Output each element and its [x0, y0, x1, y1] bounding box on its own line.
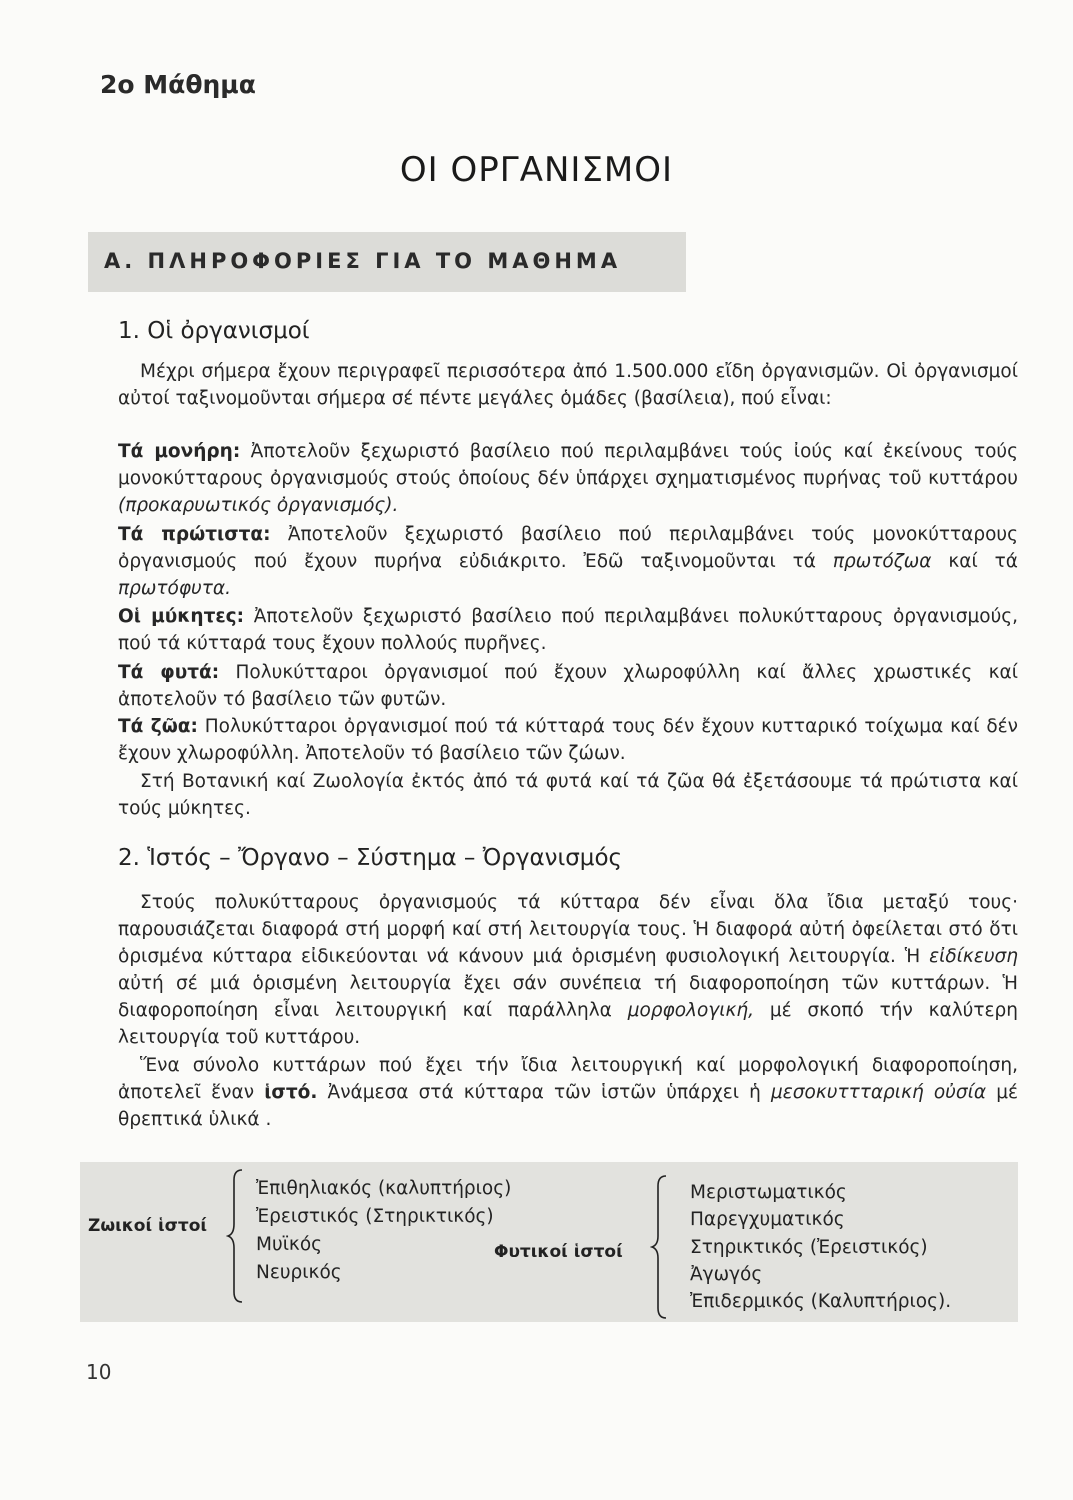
tissue-table: [80, 1162, 1018, 1322]
page-number: 10: [86, 1360, 112, 1384]
animal-tissue-item: Ἐρειστικός (Στηρικτικός): [256, 1206, 494, 1227]
plant-tissue-item: Ἀγωγός: [690, 1264, 763, 1285]
paragraph-protista: Τά πρώτιστα: Ἀποτελοῦν ξεχωριστό βασίλειο πού περιλαμβάνει τούς μονοκύτταρους ὀργανισμούς πού ἔχουν πυρήνα εὐδιάκριτο. Ἐδῶ ταξινομοῦνται τά πρωτόζωα καί τά πρωτόφυτα.: [118, 524, 1018, 599]
paragraph-intro: Μέχρι σήμερα ἔχουν περιγραφεῖ περισσότερα ἀπό 1.500.000 εἴδη ὀργανισμῶν. Οἱ ὀργανισμοί αὐτοί ταξινομοῦνται σήμερα σέ πέντε μεγάλες ὁμάδες (βασίλεια), πού εἶναι:: [118, 361, 1018, 409]
term-animals: Τά ζῶα:: [118, 716, 198, 737]
plant-tissue-item: Στηρικτικός (Ἐρειστικός): [690, 1237, 928, 1258]
paragraph-monera: Τά μονήρη: Ἀποτελοῦν ξεχωριστό βασίλειο πού περιλαμβάνει τούς ἰούς καί ἐκείνους τούς μονοκύτταρους ὀργανισμούς στούς ὁποίους δέν ὑπάρχει σχηματισμένος πυρήνας τοῦ κυττάρου (προκαρυωτικός ὀργανισμός).: [118, 441, 1018, 516]
paragraph-fungi: Οἱ μύκητες: Ἀποτελοῦν ξεχωριστό βασίλειο πού περιλαμβάνει πολυκύτταρους ὀργανισμούς, πού τά κύτταρά τους ἔχουν πολλούς πυρῆνες.: [118, 606, 1019, 654]
term-protista: Τά πρώτιστα:: [118, 524, 271, 545]
subsection-heading-tissue: 2. Ἱστός – Ὄργανο – Σύστημα – Ὀργανισμός: [118, 845, 623, 871]
animal-tissues-label: Ζωικοί ἱστοί: [88, 1216, 208, 1236]
paragraph-animals: Τά ζῶα: Πολυκύτταροι ὀργανισμοί πού τά κύτταρά τους δέν ἔχουν κυτταρικό τοίχωμα καί δέν ἔχουν χλωροφύλλη. Ἀποτελοῦν τό βασίλειο τῶν ζώων.: [118, 716, 1018, 764]
animal-tissue-item: Νευρικός: [256, 1262, 342, 1283]
paragraph-closing: Στή Βοτανική καί Ζωολογία ἐκτός ἀπό τά φυτά καί τά ζῶα θά ἐξετάσουμε τά πρώτιστα καί τούς μύκητες.: [118, 771, 1018, 819]
plant-tissue-item: Μεριστωματικός: [690, 1182, 847, 1203]
animal-brace-icon: [226, 1168, 248, 1304]
term-fungi: Οἱ μύκητες:: [118, 606, 245, 627]
plant-tissue-item: Ἐπιδερμικός (Καλυπτήριος).: [690, 1291, 952, 1312]
plant-tissue-item: Παρεγχυματικός: [690, 1209, 845, 1230]
term-plants: Τά φυτά:: [118, 662, 220, 683]
term-monera: Τά μονήρη:: [118, 441, 241, 462]
page-title: ΟΙ ΟΡΓΑΝΙΣΜΟΙ: [399, 150, 674, 190]
paragraph-differentiation: Στούς πολυκύτταρους ὀργανισμούς τά κύτταρα δέν εἶναι ὅλα ἴδια μεταξύ τους· παρουσιάζεται διαφορά στή μορφή καί στή λειτουργία τους. Ἡ διαφορά αὐτή ὀφείλεται στό ὅτι ὁρισμένα κύτταρα εἰδικεύονται νά κάνουν μιά ὁρισμένη φυσιολογική λειτουργία. Ἡ εἰδίκευση αὐτή σέ μιά ὁρισμένη λειτουργία ἔχει σάν συνέπεια τή διαφοροποίηση τῶν κυττάρων. Ἡ διαφοροποίηση εἶναι λειτουργική καί παράλληλα μορφολογική, μέ σκοπό τήν καλύτερη λειτουργία τοῦ κυττάρου.: [118, 892, 1018, 1048]
section-heading-band: [88, 232, 686, 292]
plant-brace-icon: [650, 1174, 672, 1320]
lesson-label: 2ο Μάθημα: [100, 70, 256, 99]
animal-tissue-item: Μυϊκός: [256, 1234, 323, 1255]
animal-tissue-item: Ἐπιθηλιακός (καλυπτήριος): [256, 1178, 512, 1199]
term-tissue: ἱστό.: [264, 1082, 318, 1103]
plant-tissues-label: Φυτικοί ἱστοί: [494, 1242, 623, 1262]
paragraph-plants: Τά φυτά: Πολυκύτταροι ὀργανισμοί πού ἔχουν χλωροφύλλη καί ἄλλες χρωστικές καί ἀποτελοῦν τό βασίλειο τῶν φυτῶν.: [118, 662, 1018, 710]
subsection-heading-organisms: 1. Οἱ ὀργανισμοί: [118, 318, 310, 344]
paragraph-tissue-definition: Ἕνα σύνολο κυττάρων πού ἔχει τήν ἴδια λειτουργική καί μορφολογική διαφοροποίηση, ἀποτελεῖ ἕναν ἱστό. Ἀνάμεσα στά κύτταρα τῶν ἱστῶν ὑπάρχει ἡ μεσοκυττταρική οὐσία μέ θρεπτικά ὑλικά .: [118, 1055, 1018, 1130]
section-heading: Α. ΠΛΗΡΟΦΟΡΙΕΣ ΓΙΑ ΤΟ ΜΑΘΗΜΑ: [104, 249, 622, 273]
